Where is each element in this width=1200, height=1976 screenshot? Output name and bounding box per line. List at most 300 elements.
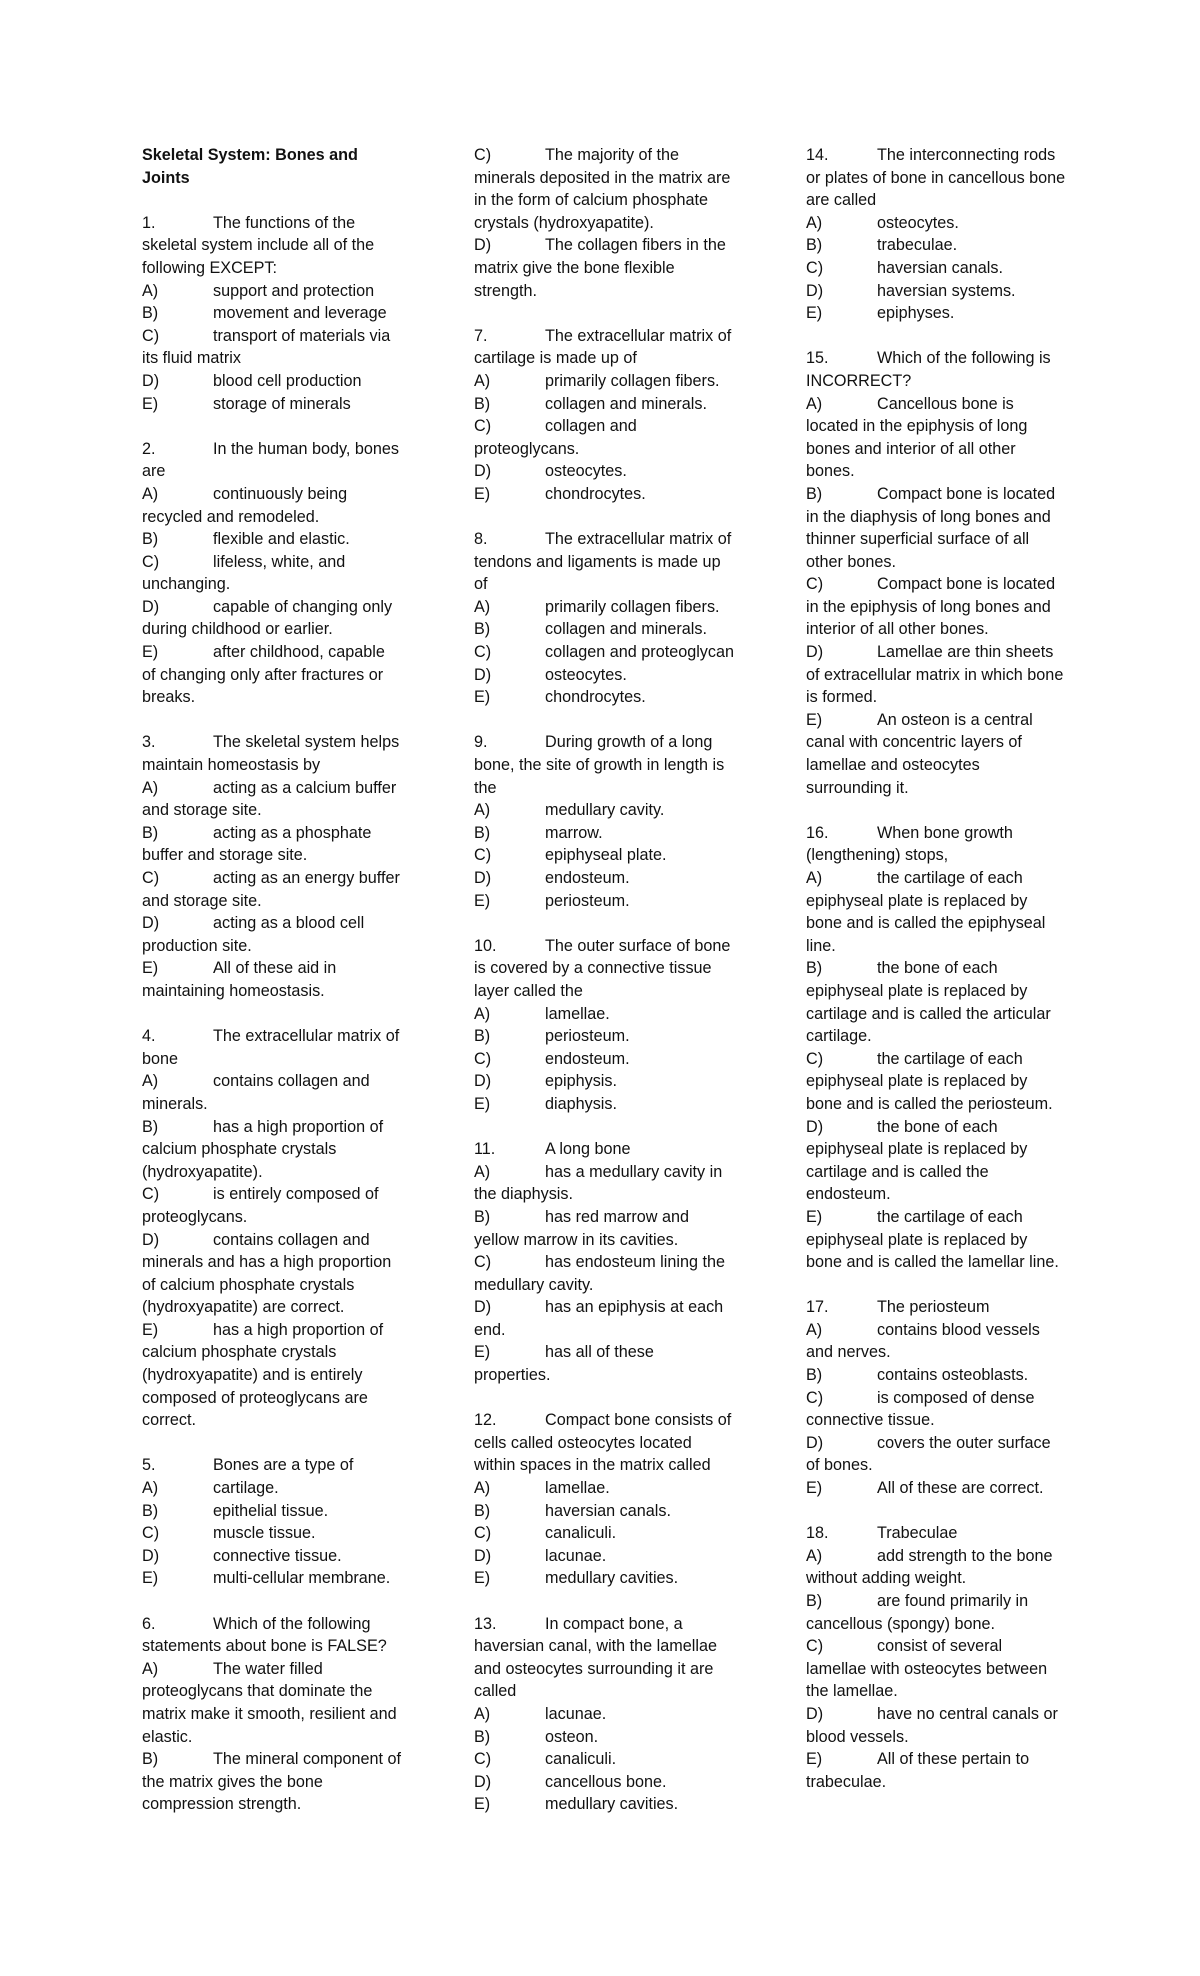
text-line: surrounding it. <box>806 778 909 797</box>
text-line: within spaces in the matrix called <box>474 1456 711 1475</box>
option-text: endosteum. <box>545 1049 630 1068</box>
option-letter: B) <box>806 959 823 978</box>
option-text: movement and leverage <box>213 304 387 323</box>
answer-option <box>142 1070 412 1093</box>
answer-option <box>806 257 1076 280</box>
answer-option <box>806 212 1076 235</box>
question-number: 9. <box>474 733 488 752</box>
text-line: calcium phosphate crystals <box>142 1343 337 1362</box>
text-line: thinner superficial surface of all <box>806 530 1030 549</box>
option-letter: E) <box>142 959 159 978</box>
option-text: medullary cavity. <box>545 801 665 820</box>
option-letter: E) <box>474 484 491 503</box>
question-line <box>806 144 1076 167</box>
question-number: 12. <box>474 1411 497 1430</box>
question-text: A long bone <box>545 1140 631 1159</box>
option-letter: D) <box>806 1433 824 1452</box>
answer-option <box>806 1635 1076 1658</box>
text-line: epiphyseal plate is replaced by <box>806 981 1028 1000</box>
option-letter: B) <box>142 1117 159 1136</box>
text-line: (hydroxyapatite). <box>142 1162 263 1181</box>
answer-option <box>474 415 744 438</box>
option-letter: E) <box>474 1795 491 1814</box>
answer-option <box>142 1319 412 1342</box>
answer-option <box>142 370 412 393</box>
option-text: has a high proportion of <box>213 1320 384 1339</box>
question-number: 2. <box>142 439 156 458</box>
question-block <box>806 1522 1076 1793</box>
text-line: cartilage is made up of <box>474 349 637 368</box>
text-line: maintain homeostasis by <box>142 756 321 775</box>
option-text: canaliculi. <box>545 1750 617 1769</box>
question-block <box>142 212 412 415</box>
option-letter: C) <box>806 575 824 594</box>
answer-option <box>474 1500 744 1523</box>
option-letter: D) <box>474 1772 492 1791</box>
option-text: cancellous bone. <box>545 1772 667 1791</box>
text-line: bones and interior of all other <box>806 439 1016 458</box>
text-line: trabeculae. <box>806 1772 887 1791</box>
answer-option <box>806 641 1076 664</box>
answer-option <box>806 1590 1076 1613</box>
text-line: cancellous (spongy) bone. <box>806 1614 995 1633</box>
option-text: collagen and minerals. <box>545 620 707 639</box>
answer-option <box>806 393 1076 416</box>
option-letter: B) <box>142 304 159 323</box>
option-text: have no central canals or <box>877 1704 1058 1723</box>
option-text: medullary cavities. <box>545 1569 679 1588</box>
question-text: The extracellular matrix of <box>545 530 732 549</box>
option-text: add strength to the bone <box>877 1546 1053 1565</box>
text-line: skeletal system include all of the <box>142 236 375 255</box>
question-text: In compact bone, a <box>545 1614 683 1633</box>
option-letter: A) <box>806 869 823 887</box>
option-letter: A) <box>142 1659 159 1678</box>
option-text: An osteon is a central <box>877 710 1033 729</box>
question-block <box>142 1025 412 1432</box>
option-text: multi-cellular membrane. <box>213 1569 391 1588</box>
answer-option <box>806 1387 1076 1410</box>
option-letter: D) <box>142 1546 160 1565</box>
option-letter: D) <box>142 914 160 933</box>
option-letter: C) <box>474 417 492 436</box>
option-text: marrow. <box>545 823 603 842</box>
text-line: epiphyseal plate is replaced by <box>806 1072 1028 1091</box>
text-line: unchanging. <box>142 575 231 594</box>
answer-option <box>142 1567 412 1590</box>
text-line: medullary cavity. <box>474 1275 594 1294</box>
option-letter: C) <box>474 643 492 662</box>
question-line <box>474 528 744 551</box>
option-text: the bone of each <box>877 959 998 978</box>
option-text: support and protection <box>213 281 375 300</box>
question-number: 15. <box>806 349 829 368</box>
option-letter: C) <box>806 258 824 277</box>
text-line: lamellae with osteocytes between <box>806 1659 1048 1678</box>
question-number: 11. <box>474 1140 496 1159</box>
option-letter: C) <box>142 552 160 571</box>
answer-option <box>806 1048 1076 1071</box>
option-letter: A) <box>474 1004 491 1023</box>
text-line: production site. <box>142 936 252 955</box>
option-letter: D) <box>474 236 492 255</box>
answer-option <box>474 1567 744 1590</box>
column-1 <box>142 144 412 1816</box>
answer-option <box>142 1545 412 1568</box>
option-text: lacunae. <box>545 1704 607 1723</box>
text-line: following EXCEPT: <box>142 258 277 277</box>
option-text: acting as a phosphate <box>213 823 372 842</box>
answer-option <box>142 1183 412 1206</box>
option-text: chondrocytes. <box>545 484 646 503</box>
option-letter: B) <box>142 1750 159 1769</box>
answer-option <box>474 867 744 890</box>
question-line <box>806 1296 1076 1319</box>
option-letter: E) <box>806 1750 823 1769</box>
answer-option <box>142 528 412 551</box>
option-text: diaphysis. <box>545 1094 617 1113</box>
text-line: crystals (hydroxyapatite). <box>474 213 654 232</box>
option-text: epiphysis. <box>545 1072 617 1091</box>
option-letter: E) <box>474 1569 491 1588</box>
question-number: 16. <box>806 823 829 842</box>
option-text: Lamellae are thin sheets <box>877 643 1054 662</box>
question-text: When bone growth <box>877 823 1013 842</box>
answer-option <box>806 234 1076 257</box>
text-line: (hydroxyapatite) and is entirely <box>142 1366 363 1385</box>
option-letter: D) <box>474 665 492 684</box>
option-text: lacunae. <box>545 1546 607 1565</box>
option-text: primarily collagen fibers. <box>545 597 720 616</box>
text-line: the <box>474 778 497 797</box>
answer-option <box>806 302 1076 325</box>
text-line: minerals. <box>142 1094 208 1113</box>
answer-option <box>142 1748 412 1771</box>
option-text: contains collagen and <box>213 1072 370 1091</box>
question-text: Trabeculae <box>877 1524 958 1543</box>
option-letter: B) <box>806 1366 823 1385</box>
option-letter: B) <box>474 1207 491 1226</box>
text-line: matrix make it smooth, resilient and <box>142 1704 397 1723</box>
question-text: Compact bone consists of <box>545 1411 732 1430</box>
text-line: minerals and has a high proportion <box>142 1253 392 1272</box>
option-text: muscle tissue. <box>213 1524 316 1543</box>
option-text: has red marrow and <box>545 1207 689 1226</box>
option-letter: A) <box>142 281 159 300</box>
question-number: 5. <box>142 1456 156 1475</box>
text-line: and storage site. <box>142 891 262 910</box>
answer-option <box>142 1658 412 1681</box>
answer-option <box>806 1703 1076 1726</box>
question-block <box>474 325 744 506</box>
option-letter: A) <box>806 1546 823 1565</box>
option-letter: A) <box>474 371 491 390</box>
text-line: the lamellae. <box>806 1682 898 1701</box>
text-line: breaks. <box>142 688 196 707</box>
option-text: contains collagen and <box>213 1230 370 1249</box>
option-letter: C) <box>474 1049 492 1068</box>
answer-option <box>474 618 744 641</box>
question-block <box>474 731 744 912</box>
answer-option <box>474 1726 744 1749</box>
option-text: epiphyses. <box>877 304 955 323</box>
text-line: the matrix gives the bone <box>142 1772 323 1791</box>
option-letter: B) <box>474 1501 491 1520</box>
option-letter: B) <box>806 236 823 255</box>
question-block <box>474 1409 744 1590</box>
option-text: All of these aid in <box>213 959 337 978</box>
option-letter: A) <box>474 597 491 616</box>
text-line: proteoglycans that dominate the <box>142 1682 373 1701</box>
text-line: (hydroxyapatite) are correct. <box>142 1298 345 1317</box>
question-line <box>806 347 1076 370</box>
option-text: haversian canals. <box>877 258 1003 277</box>
option-letter: E) <box>806 304 823 323</box>
title-line: Skeletal System: Bones and <box>142 146 358 164</box>
option-text: the cartilage of each <box>877 869 1023 887</box>
text-line: and nerves. <box>806 1343 891 1362</box>
option-text: medullary cavities. <box>545 1795 679 1814</box>
answer-option <box>142 596 412 619</box>
option-text: osteon. <box>545 1727 599 1746</box>
option-letter: B) <box>142 823 159 842</box>
answer-option <box>474 393 744 416</box>
option-text: has endosteum lining the <box>545 1253 725 1272</box>
answer-option <box>142 1116 412 1139</box>
option-text: consist of several <box>877 1637 1003 1656</box>
text-line: canal with concentric layers of <box>806 733 1022 752</box>
option-letter: D) <box>806 281 824 300</box>
text-line: (lengthening) stops, <box>806 846 949 865</box>
option-text: is composed of dense <box>877 1388 1035 1407</box>
answer-option <box>474 460 744 483</box>
option-text: acting as a blood cell <box>213 914 365 933</box>
option-letter: A) <box>142 1479 159 1498</box>
option-text: The majority of the <box>545 146 680 164</box>
text-line: in the epiphysis of long bones and <box>806 597 1051 616</box>
question-text: The outer surface of bone <box>545 936 731 955</box>
answer-option <box>474 1341 744 1364</box>
option-text: continuously being <box>213 484 348 503</box>
question-line <box>474 325 744 348</box>
option-letter: B) <box>142 1501 159 1520</box>
question-number: 6. <box>142 1614 156 1633</box>
option-letter: B) <box>474 1727 491 1746</box>
question-number: 17. <box>806 1298 829 1317</box>
text-line: tendons and ligaments is made up <box>474 552 721 571</box>
question-text: Bones are a type of <box>213 1456 354 1475</box>
option-letter: B) <box>474 823 491 842</box>
option-text: has a medullary cavity in <box>545 1162 723 1181</box>
option-letter: D) <box>474 869 492 887</box>
option-text: osteocytes. <box>545 462 627 481</box>
answer-option <box>142 867 412 890</box>
option-letter: C) <box>142 326 160 345</box>
text-line: or plates of bone in cancellous bone <box>806 168 1066 187</box>
option-letter: A) <box>474 1479 491 1498</box>
option-letter: C) <box>474 846 492 865</box>
text-line: endosteum. <box>806 1185 891 1204</box>
option-text: All of these pertain to <box>877 1750 1030 1769</box>
option-text: blood cell production <box>213 371 362 390</box>
question-number: 14. <box>806 146 829 164</box>
question-text: The extracellular matrix of <box>213 1027 400 1046</box>
document-title <box>142 144 412 189</box>
text-line: of bones. <box>806 1456 873 1475</box>
option-letter: E) <box>806 1479 823 1498</box>
text-line: its fluid matrix <box>142 349 241 368</box>
question-line <box>474 731 744 754</box>
option-text: acting as an energy buffer <box>213 869 400 887</box>
answer-option <box>806 1116 1076 1139</box>
text-line: cartilage and is called the articular <box>806 1004 1051 1023</box>
option-letter: E) <box>142 643 159 662</box>
text-line: are <box>142 462 166 481</box>
answer-option <box>474 799 744 822</box>
answer-option <box>806 1477 1076 1500</box>
answer-option <box>474 1025 744 1048</box>
text-line: proteoglycans. <box>474 439 580 458</box>
option-letter: D) <box>474 1298 492 1317</box>
text-line: minerals deposited in the matrix are <box>474 168 731 187</box>
text-line: end. <box>474 1320 506 1339</box>
answer-option <box>142 822 412 845</box>
text-line: haversian canal, with the lamellae <box>474 1637 717 1656</box>
answer-option <box>474 1048 744 1071</box>
option-letter: E) <box>142 394 159 413</box>
text-line: epiphyseal plate is replaced by <box>806 1140 1028 1159</box>
option-text: the cartilage of each <box>877 1049 1023 1068</box>
option-text: cartilage. <box>213 1479 279 1498</box>
answer-option <box>142 1500 412 1523</box>
option-letter: D) <box>806 1117 824 1136</box>
question-line <box>142 438 412 461</box>
option-letter: C) <box>474 1524 492 1543</box>
option-letter: B) <box>474 1027 491 1046</box>
option-text: transport of materials via <box>213 326 391 345</box>
question-line <box>142 1613 412 1636</box>
question-text: Which of the following <box>213 1614 371 1633</box>
text-line: located in the epiphysis of long <box>806 417 1028 436</box>
text-line: buffer and storage site. <box>142 846 308 865</box>
question-number: 1. <box>142 213 156 232</box>
option-text: chondrocytes. <box>545 688 646 707</box>
answer-option <box>474 1251 744 1274</box>
answer-option <box>474 483 744 506</box>
question-line <box>142 1025 412 1048</box>
answer-option <box>806 867 1076 890</box>
option-text: storage of minerals <box>213 394 351 413</box>
option-letter: E) <box>142 1320 159 1339</box>
text-line: compression strength. <box>142 1795 302 1814</box>
text-line: cartilage and is called the <box>806 1162 989 1181</box>
text-line: the diaphysis. <box>474 1185 573 1204</box>
answer-option <box>474 370 744 393</box>
answer-option <box>142 777 412 800</box>
option-letter: D) <box>474 1072 492 1091</box>
option-text: the cartilage of each <box>877 1207 1023 1226</box>
question-block <box>474 1613 744 1816</box>
text-line: and storage site. <box>142 801 262 820</box>
option-letter: D) <box>142 1230 160 1249</box>
option-letter: C) <box>142 1185 160 1204</box>
text-line: is formed. <box>806 688 878 707</box>
option-letter: B) <box>806 1592 823 1610</box>
question-block <box>474 935 744 1116</box>
option-text: periosteum. <box>545 891 630 910</box>
option-text: covers the outer surface <box>877 1433 1051 1452</box>
text-line: correct. <box>142 1411 196 1430</box>
option-letter: C) <box>806 1388 824 1407</box>
question-block <box>806 144 1076 325</box>
question-number: 4. <box>142 1027 156 1046</box>
text-line: line. <box>806 936 836 955</box>
option-text: The collagen fibers in the <box>545 236 726 255</box>
question-block <box>806 822 1076 1274</box>
answer-option <box>474 1522 744 1545</box>
text-line: in the diaphysis of long bones and <box>806 507 1051 526</box>
answer-option <box>474 890 744 913</box>
option-letter: E) <box>142 1569 159 1588</box>
answer-option <box>474 1093 744 1116</box>
option-text: lamellae. <box>545 1004 610 1023</box>
option-text: acting as a calcium buffer <box>213 778 397 797</box>
text-line: bone and is called the periosteum. <box>806 1094 1053 1113</box>
answer-option <box>474 1206 744 1229</box>
question-text: The functions of the <box>213 213 356 232</box>
text-line: matrix give the bone flexible <box>474 258 675 277</box>
answer-option <box>474 1161 744 1184</box>
option-text: Cancellous bone is <box>877 394 1014 413</box>
text-line: connective tissue. <box>806 1411 935 1430</box>
text-line: of extracellular matrix in which bone <box>806 665 1064 684</box>
text-line: recycled and remodeled. <box>142 507 320 526</box>
question-text: The periosteum <box>877 1298 990 1317</box>
option-text: contains blood vessels <box>877 1320 1040 1339</box>
option-letter: D) <box>806 643 824 662</box>
answer-option <box>474 1793 744 1816</box>
option-letter: D) <box>142 371 160 390</box>
option-letter: E) <box>806 1207 823 1226</box>
text-line: is covered by a connective tissue <box>474 959 712 978</box>
question-block <box>142 438 412 709</box>
option-text: has a high proportion of <box>213 1117 384 1136</box>
question-block <box>806 1296 1076 1499</box>
option-letter: D) <box>474 462 492 481</box>
question-block <box>142 1454 412 1590</box>
answer-option <box>806 573 1076 596</box>
option-text: periosteum. <box>545 1027 630 1046</box>
answer-option <box>474 144 744 167</box>
option-text: All of these are correct. <box>877 1479 1044 1498</box>
question-number: 3. <box>142 733 156 752</box>
text-line: called <box>474 1682 517 1701</box>
option-letter: C) <box>474 1253 492 1272</box>
answer-option <box>806 483 1076 506</box>
answer-option <box>142 483 412 506</box>
question-line <box>474 1409 744 1432</box>
answer-option <box>142 1522 412 1545</box>
answer-option <box>474 1477 744 1500</box>
option-text: lifeless, white, and <box>213 552 346 571</box>
title-line: Joints <box>142 168 190 187</box>
question-block <box>142 731 412 1002</box>
option-text: collagen and minerals. <box>545 394 707 413</box>
answer-option <box>142 393 412 416</box>
option-text: haversian systems. <box>877 281 1016 300</box>
option-text: flexible and elastic. <box>213 530 350 549</box>
answer-option <box>142 325 412 348</box>
